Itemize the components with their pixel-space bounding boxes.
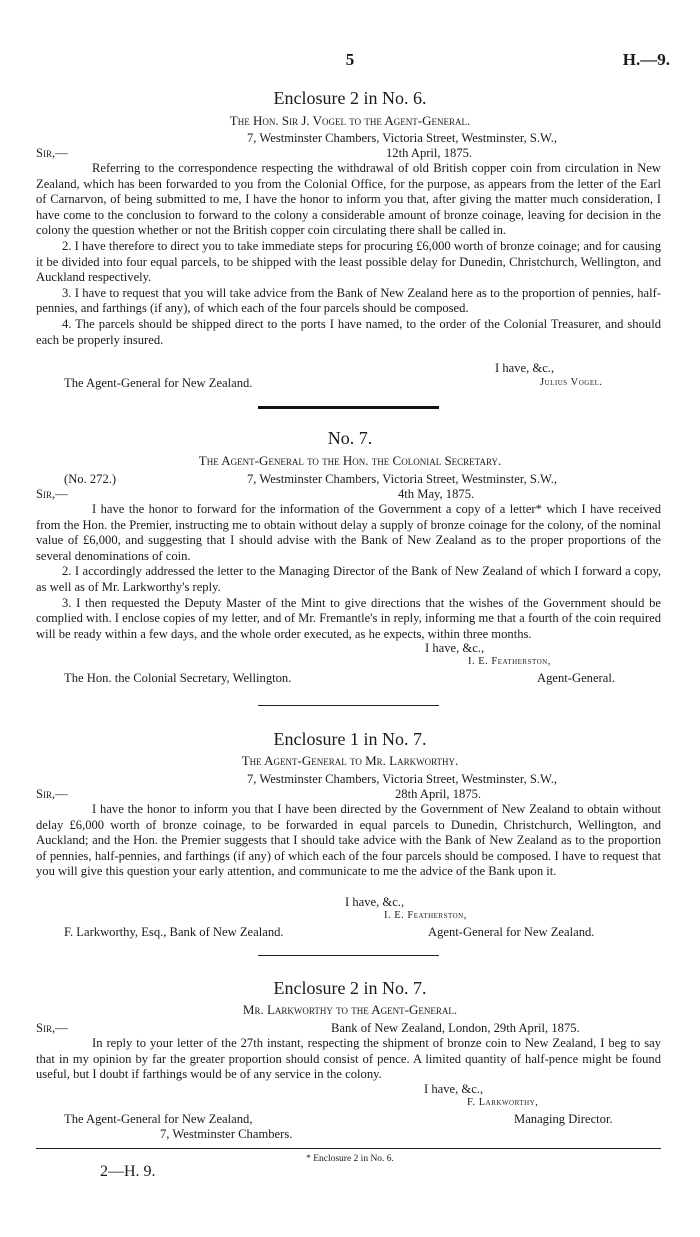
salutation: Sir,— [36,146,68,160]
paragraph: I have the honor to forward for the information of the Government a copy of a letter* which I have received from the Hon. the Premier, instructing me to obtain without delay a supply of bronze coinage for the colony, of the nominal value of £6,000, and suggesting that I should advise with the Bank of New Zealand as to the proper proportions of the several denominations of coin. [36,502,661,563]
sender-address: 7, Westminster Chambers, Victoria Street, Westminster, S.W., [247,772,558,786]
paragraph: 3. I have to request that you will take advice from the Bank of New Zealand here as to the proportion of pennies, half-pennies, and farthings (if any), of which each of the four parcels should be composed. [36,285,661,316]
footnote: * Enclosure 2 in No. 6. [306,1154,394,1164]
salutation: Sir,— [36,787,68,801]
section-divider [258,955,439,956]
letter-body [36,802,661,880]
recipient: The Agent-General for New Zealand, [64,1112,253,1126]
paragraph: 4. The parcels should be shipped direct to the ports I have named, to the order of the Colonial Treasurer, and should each be properly insured. [36,316,661,347]
recipient-address: 7, Westminster Chambers. [160,1127,293,1141]
salutation: Sir,— [36,1021,68,1035]
recipient: The Agent-General for New Zealand. [64,376,253,390]
letter-date: 12th April, 1875. [386,146,473,160]
signer-title: Managing Director. [514,1112,613,1126]
closing: I have, &c., [425,641,485,655]
sender-address: 7, Westminster Chambers, Victoria Street, Westminster, S.W., [247,472,558,486]
paragraph: 2. I accordingly addressed the letter to the Managing Director of the Bank of New Zealand of which I forward a copy, as well as of Mr. Larkworthy's reply. [36,564,661,594]
recipient: F. Larkworthy, Esq., Bank of New Zealand. [64,925,284,939]
signer-title: Agent-General for New Zealand. [428,925,595,939]
sheet-mark: 2—H. 9. [100,1163,156,1180]
section-subtitle-enc1-no7: The Agent-General to Mr. Larkworthy. [241,753,459,768]
sender-address: 7, Westminster Chambers, Victoria Street, Westminster, S.W., [247,131,558,145]
recipient: The Hon. the Colonial Secretary, Wellington. [64,671,292,685]
letter-body [36,161,661,348]
signature: Julius Vogel. [540,377,603,388]
section-divider [258,406,439,409]
salutation: Sir,— [36,487,68,501]
section-title-no7: No. 7. [327,428,373,448]
section-divider [258,705,439,706]
letter-date: 4th May, 1875. [398,487,475,501]
letter-date: 28th April, 1875. [395,787,482,801]
letter-body [36,502,661,642]
footnote-rule [36,1148,661,1149]
signer-title: Agent-General. [537,671,615,685]
section-title-enc2-no7: Enclosure 2 in No. 7. [273,978,427,998]
paragraph: 3. I then requested the Deputy Master of the Mint to give directions that the wishes of the Government should be complied with. I enclose copies of my letter, and of Mr. Fremantle's in reply, informing me that a fourth of the coin required will be ready within a few days, and the whole order executed, as he expects, within three months. [36,595,661,641]
paragraph: In reply to your letter of the 27th instant, respecting the shipment of bronze coin to New Zealand, I beg to say that in my opinion by far the greater proportion should consist of pence. A limited quantity of half-pence might be found useful, but I doubt if farthings would be of any service in the colony. [36,1036,661,1082]
letter-body [36,1036,661,1083]
closing: I have, &c., [424,1082,484,1096]
section-title-enc2-no6: Enclosure 2 in No. 6. [273,88,427,108]
page-number: 5 [345,50,355,69]
letter-reference: (No. 272.) [64,472,117,486]
closing: I have, &c., [495,361,555,375]
section-subtitle-no7: The Agent-General to the Hon. the Colonial Secretary. [198,453,502,468]
signature: I. E. Featherston, [468,656,551,667]
document-reference: H.—9. [622,50,670,69]
closing: I have, &c., [345,895,405,909]
section-subtitle-enc2-no6: The Hon. Sir J. Vogel to the Agent-General. [229,113,471,128]
paragraph: Referring to the correspondence respecting the withdrawal of old British copper coin from circulation in New Zealand, which has been forwarded to you from the Colonial Office, for the purpose, as appears from the letter of the Earl of Carnarvon, of being submitted to me, I have the honor to inform you that, after giving the matter much consideration, I have come to the conclusion to forward to the colony a considerable amount of bronze coinage, leaving for decision in the colony the question whether or not the British copper coin circulating there shall be called in. [36,161,661,238]
paragraph: 2. I have therefore to direct you to take immediate steps for procuring £6,000 worth of bronze coinage; and for causing it be divided into four equal parcels, to be shipped with the least possible delay for Dunedin, Christchurch, Wellington, and Auckland respectively. [36,238,661,285]
signature: F. Larkworthy, [467,1097,539,1108]
paragraph: I have the honor to inform you that I have been directed by the Government of New Zealand to obtain without delay £6,000 worth of bronze coinage, to be forwarded in equal parcels to Dunedin, Christchurch, Wellington, and Auckland; and the Hon. the Premier suggests that I should take advice with the Bank of New Zealand as to the proportion of pennies, half-pennies, and farthings (if any) of which each of the four parcels should be composed. I have to request that you will give this question your early attention, and communicate to me the advice of the Bank upon it. [36,802,661,879]
signature: I. E. Featherston, [384,910,467,921]
section-subtitle-enc2-no7: Mr. Larkworthy to the Agent-General. [242,1002,458,1017]
sender-address-date: Bank of New Zealand, London, 29th April, 1875. [331,1021,580,1035]
section-title-enc1-no7: Enclosure 1 in No. 7. [273,729,427,749]
